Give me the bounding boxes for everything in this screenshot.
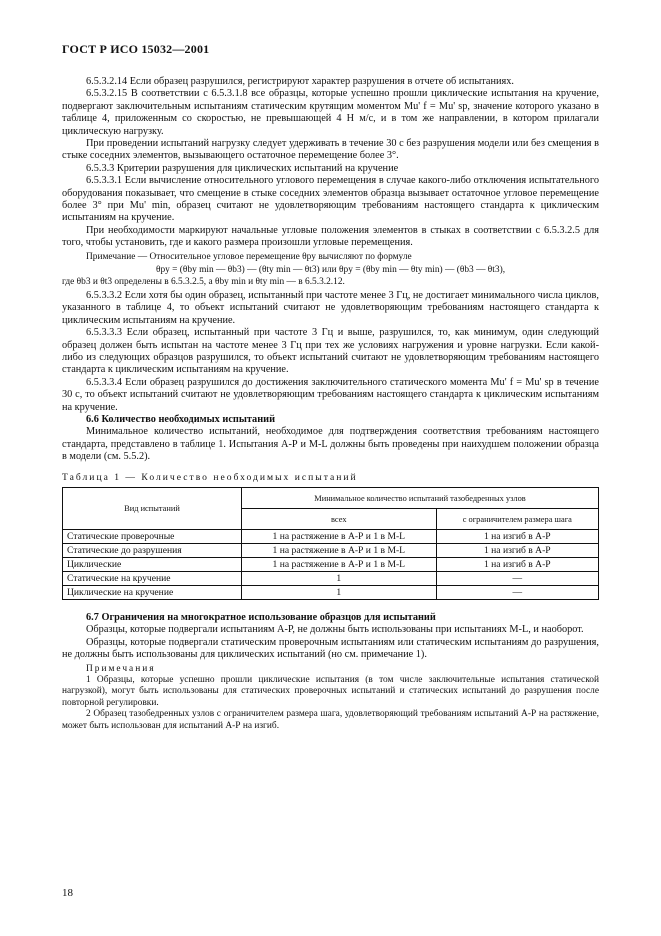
table-caption: Таблица 1 — Количество необходимых испытаний bbox=[62, 471, 358, 483]
note-relative-angle: Примечание — Относительное угловое перемещение θpy вычисляют по формуле bbox=[86, 251, 412, 262]
paragraph-6-5-3-2-15: 6.5.3.2.15 В соответствии с 6.5.3.1.8 все образцы, которые успешно прошли циклические испытания на кручение, подвергают заключительным испытаниям статическим крутящим моментом Mu' f = Mu' sp, значение которого указано в таблице 4, приложенным со скоростью, не превышающей 4 Н м/с, и в том же направлении, в котором прилагали циклическую нагрузку. bbox=[62, 88, 599, 137]
cell-limiter: — bbox=[436, 572, 598, 586]
tests-table bbox=[62, 487, 599, 600]
paragraph-6-5-3-2-14: 6.5.3.2.14 Если образец разрушился, регистрируют характер разрушения в отчете об испытаниях. bbox=[86, 76, 514, 87]
document-body bbox=[62, 76, 599, 732]
formula-where: где θb3 и θt3 определены в 6.5.3.2.5, а θby min и θty min — в 6.5.3.2.12. bbox=[62, 276, 345, 287]
heading-6-7: 6.7 Ограничения на многократное использование образцов для испытаний bbox=[86, 612, 436, 623]
col-header-type: Вид испытаний bbox=[63, 488, 242, 530]
cell-limiter: 1 на изгиб в А-Р bbox=[436, 530, 598, 544]
col-header-all: всех bbox=[242, 509, 437, 530]
paragraph-reuse-static: Образцы, которые подвергали статическим проверочным испытаниям или статическим испытаниям до разрушения, не должны быть использованы для циклических испытаний (но см. примечание 1). bbox=[62, 636, 599, 661]
cell-limiter: 1 на изгиб в А-Р bbox=[436, 558, 598, 572]
cell-type: Статические проверочные bbox=[63, 530, 242, 544]
note-1: 1 Образцы, которые успешно прошли циклические испытания (в том числе заключительные испытания статической нагрузкой), могут быть использованы для статических проверочных испытаний и статических испытаний до разрушения после повторной регулировки. bbox=[62, 675, 599, 708]
notes-title: Примечания bbox=[86, 663, 156, 674]
paragraph-reuse-ap: Образцы, которые подвергали испытаниям А-Р, не должны быть использованы при испытаниях М-L, и наоборот. bbox=[86, 624, 584, 636]
paragraph-6-5-3-3-1: 6.5.3.3.1 Если вычисление относительного углового перемещения в случае какого-либо отключения испытательного оборудования показывает, что смещение в стыке соседних элементов образца вызывает остаточное угловое перемещение более 3° при Mu' min, образец считают не удовлетворяющим требованиям настоящего стандарта к циклическим испытаниям на кручение. bbox=[62, 175, 599, 224]
page-number: 18 bbox=[62, 887, 73, 899]
paragraph-marking: При необходимости маркируют начальные угловые положения элементов в стыках в соответствии с 6.5.3.2.5 для того, чтобы установить, где и какого размера произошли угловые перемещения. bbox=[62, 224, 599, 249]
paragraph-6-5-3-3-3: 6.5.3.3.3 Если образец, испытанный при частоте 3 Гц и выше, разрушился, то, как минимум, один следующий образец должен быть испытан на частоте менее 3 Гц при тех же условиях нагружения и уровне нагрузки. Если какой-либо из следующих образцов разрушился, то объект испытаний считают не удовлетворяющим требованиям настоящего стандарта к циклическим испытаниям на кручение. bbox=[62, 327, 599, 376]
table-row bbox=[63, 544, 599, 558]
heading-6-6: 6.6 Количество необходимых испытаний bbox=[86, 413, 276, 425]
cell-type: Статические до разрушения bbox=[63, 544, 242, 558]
table-row bbox=[63, 530, 599, 544]
cell-type: Циклические bbox=[63, 558, 242, 572]
paragraph-6-5-3-3-4: 6.5.3.3.4 Если образец разрушился до достижения заключительного статического момента Mu' f = Mu' sp в течение 30 с, то объект испытаний считают не удовлетворяющим требованиям настоящего стандарта к циклическим испытаниям на кручение. bbox=[62, 376, 599, 413]
table-row bbox=[63, 572, 599, 586]
cell-all: 1 на растяжение в А-Р и 1 в M-L bbox=[242, 530, 437, 544]
cell-limiter: — bbox=[436, 586, 598, 600]
heading-6-5-3-3: 6.5.3.3 Критерии разрушения для циклических испытаний на кручение bbox=[86, 162, 399, 174]
cell-all: 1 bbox=[242, 586, 437, 600]
col-header-min: Минимальное количество испытаний тазобедренных узлов bbox=[242, 488, 599, 509]
document-header: ГОСТ Р ИСО 15032—2001 bbox=[62, 42, 210, 56]
paragraph-test-count: Минимальное количество испытаний, необходимое для подтверждения соответствия требованиям настоящего стандарта, представлено в таблице 1. Испытания А-Р и M-L должны быть проведены при наихудшем положении образца в модели (см. 5.5.2). bbox=[62, 426, 599, 463]
cell-all: 1 на растяжение в А-Р и 1 в M-L bbox=[242, 544, 437, 558]
table-row bbox=[63, 558, 599, 572]
table-row bbox=[63, 586, 599, 600]
cell-all: 1 bbox=[242, 572, 437, 586]
cell-type: Статические на кручение bbox=[63, 572, 242, 586]
col-header-limiter: с ограничителем размера шага bbox=[436, 509, 598, 530]
cell-limiter: 1 на изгиб в А-Р bbox=[436, 544, 598, 558]
cell-type: Циклические на кручение bbox=[63, 586, 242, 600]
paragraph-load-hold: При проведении испытаний нагрузку следует удерживать в течение 30 с без разрушения модели или без смещения в стыке соседних элементов, вызывающего остаточное перемещение более 3°. bbox=[62, 138, 599, 162]
note-2: 2 Образец тазобедренных узлов с ограничителем размера шага, удовлетворяющий требованиям испытаний А-Р на растяжение, может быть использован для испытаний А-Р на изгиб. bbox=[62, 709, 599, 731]
paragraph-6-5-3-3-2: 6.5.3.3.2 Если хотя бы один образец, испытанный при частоте менее 3 Гц, не достигает минимального числа циклов, указанного в таблице 4, то объект испытаний считают не удовлетворяющим требованиям настоящего стандарта к циклическим испытаниям на кручение. bbox=[62, 289, 599, 326]
formula: θpy = (θby min — θb3) — (θty min — θt3) или θpy = (θby min — θty min) — (θb3 — θt3), bbox=[155, 265, 506, 276]
cell-all: 1 на растяжение в А-Р и 1 в M-L bbox=[242, 558, 437, 572]
